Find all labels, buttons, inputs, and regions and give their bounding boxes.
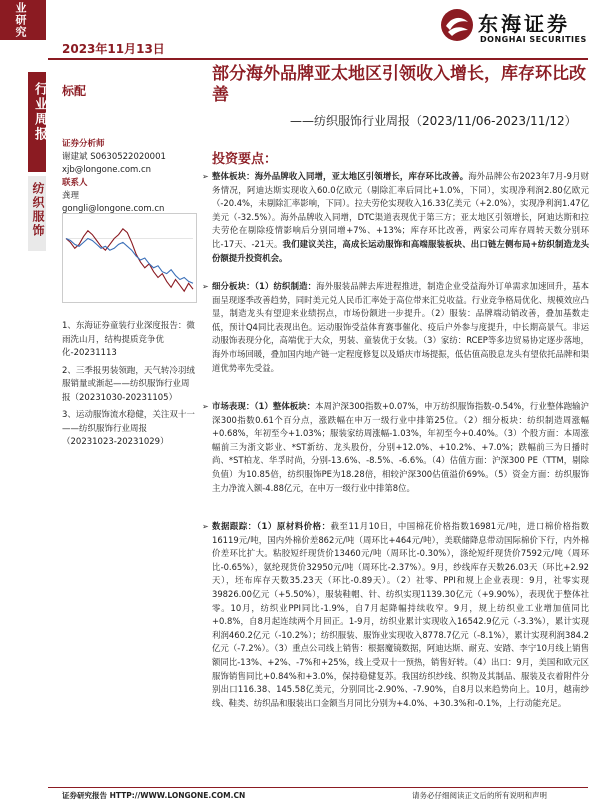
related-report-item[interactable]: 2、三季报男装领跑，天气转冷羽绒服销量或渐起——纺织服饰行业周报（20231030-20231105） — [62, 365, 195, 403]
rating-label: 标配 — [62, 84, 87, 98]
chart-frame — [63, 214, 197, 303]
bullet-icon: ➢ — [202, 402, 209, 411]
bullet-icon: ➢ — [202, 172, 209, 181]
related-reports — [62, 320, 197, 454]
industry-tab: 纺织服饰 — [28, 176, 46, 251]
logo-chinese-text: 东海证券 — [478, 12, 570, 36]
footer-disclaimer: 请务必仔细阅读正文后的所有说明和声明 — [412, 791, 547, 800]
logo-mark-icon — [440, 8, 474, 42]
related-report-item[interactable]: 3、运动服饰流水稳健，关注双十一——纺织服饰行业周报（20231023-20231029） — [62, 410, 195, 447]
key-point-segments: ➢ 细分板块：（1）纺织制造：海外服装品牌去库进程推进，制造企业受益海外订单需求加速回升，基本面呈现逐季改善趋势，同时美元兑人民币汇率处于高位带来汇兑收益。行业竞争格局优化、规模效应凸显，制造龙头有望迎来业绩拐点，市场份额进一步提升。（2）服装：品牌端动销改善，叠加基数走低，预计Q4同比表现出色。运动服饰受益体育赛事催化、疫后户外参与度提升，中长期高景气。非运动服饰表现分化，高端优于大众，男装、童装优于女装。（3）家纺：RCEP等多边贸易协定逐步落地，海外市场回暖，叠加国内地产链一定程度修复以及婚庆市场提振，低估值高股息龙头有望依托品牌和渠道优势率先受益。 — [202, 281, 590, 373]
report-type-tab: 业研究 — [0, 0, 46, 40]
bullet-icon: ➢ — [202, 282, 209, 291]
analyst-email[interactable]: xjb@longone.com.cn — [62, 165, 152, 175]
analyst-name: 谢建斌 S0630522020001 — [62, 152, 166, 162]
performance-chart — [62, 213, 197, 303]
report-title: 部分海外品牌亚太地区引领收入增长，库存环比改善 — [212, 64, 586, 105]
report-subtitle: ——纺织服饰行业周报（2023/11/06-2023/11/12） — [290, 114, 577, 128]
company-logo — [440, 6, 590, 52]
analyst-label: 证券分析师 — [62, 139, 105, 149]
key-points-heading: 投资要点： — [212, 152, 278, 167]
key-point-overall: ➢ 整体板块：海外品牌收入同增，亚太地区引领增长，库存环比改善。海外品牌公布2023年7月-9月财务情况，阿迪达斯实现收入60.0亿欧元（剔除汇率后同比+1.0%，下同），实现净利润2.80亿欧元（-20.4%，未剔除汇率影响，下同）。拉夫劳伦实现收入16.33亿美元（+2.0%），实现净利润1.47亿美元（-32.5%）。海外品牌收入同增，DTC渠道表现优于第三方；亚太地区引领增长，阿迪达斯和拉夫劳伦在剔除疫情影响后分别同增+7%、+13%；库存环比改善，两家公司库存周转天数分别环比-17天、-21天。我们建议关注，高成长运动服饰和高端服装板块、出口链左侧布局+纺织制造龙头份额提升投资机会。 — [202, 171, 590, 263]
report-date: 2023年11月13日 — [62, 42, 165, 56]
contact-email[interactable]: gongli@longone.com.cn — [62, 204, 165, 214]
logo-english-text: DONGHAI SECURITIES — [480, 35, 587, 44]
chart-series-line-1 — [66, 239, 193, 284]
header-divider — [48, 58, 588, 60]
key-point-data: ➢ 数据跟踪：（1）原材料价格：截至11月10日，中国棉花价格指数16981元/吨，进口棉价格指数16119元/吨，国内外棉价差862元/吨（周环比+464元/吨），美联储降息带动国际棉价下行，内外棉价差环比扩大。粘胶短纤现货价13460元/吨（周环比-0.30%），涤纶短纤现货价7592元/吨（周环比-0.65%），氨纶现货价32950元/吨（周环比-2.37%）。9月，纱线库存天数26.03天（环比+2.92天），坯布库存天数35.23天（环比-0.89天）。（2）社零、PPI和规上企业表现：9月，社零实现39826.00亿元（+5.50%），服装鞋帽、针、纺织实现1139.30亿元（+9.90%），表现优于整体社零。10月，纺织业PPI同比-1.9%，自7月起降幅持续收窄。9月，规上纺织业工业增加值同比+0.8%，自8月起连续两个月回正。1-9月，纺织业累计实现收入16542.9亿元（-3.3%），累计实现利润460.2亿元（-10.2%）；纺织服装、服饰业实现收入8778.7亿元（-8.1%），累计实现利润384.2亿元（-7.2%）。（3）重点公司线上销售：根据魔镜数据，阿迪达斯、耐克、安踏、李宁10月线上销售额同比-13%、+2%、-7%和+25%，线上受双十一预热，销售好转。（4）出口：9月，美国和欧元区服饰销售同比+0.84%和+3.0%，保持稳健复苏。我国纺织纱线、织物及其制品、服装及衣着附件分别出口116.38、145.58亿美元，分别同比-2.90%、-7.90%，自8月以来趋势向上。10月，越南纱线、鞋类、纺织品和服装出口金额当月同比分别为+4.0%、+30.3%和-0.1%，上行动能充足。 — [202, 521, 589, 708]
footer-website[interactable]: 证券研究报告 HTTP://WWW.LONGONE.COM.CN — [62, 791, 246, 800]
contact-name: 龚理 — [62, 191, 80, 201]
analyst-info — [62, 138, 192, 216]
key-point-market: ➢ 市场表现：（1）整体板块：本周沪深300指数+0.07%，申万纺织服饰指数-0.54%，行业整体跑输沪深300指数0.61个百分点，涨跌幅在申万一级行业中排第25位。（2）细分板块：纺织制造周涨幅+0.68%，年初至今+1.03%；服装家纺周涨幅-1.03%，年初至今+0.40%。（3）个股方面：本周涨幅前三为浙文影业、*ST新纺、龙头股份，分别+12.0%、+10.2%、+7.0%；跌幅前三为日播时尚、*ST柏龙、华孚时尚，分别-13.6%、-8.5%、-6.6%。（4）估值方面：沪深300 PE（TTM，剔除负值）为10.85倍，纺织服饰PE为18.28倍，相较沪深300估值溢价69%。（5）资金方面：纺织服饰主力净流入额-4.88亿元，在申万一级行业中排第8位。 — [202, 401, 590, 493]
bullet-icon: ➢ — [202, 522, 209, 531]
related-report-item[interactable]: 1、东海证券童装行业深度报告：微雨洗山月，结构提质竞争优化-20231113 — [62, 321, 195, 358]
report-category-tab: 行业周报 — [28, 72, 46, 172]
contact-label: 联系人 — [62, 178, 88, 188]
footer-divider — [48, 787, 588, 788]
